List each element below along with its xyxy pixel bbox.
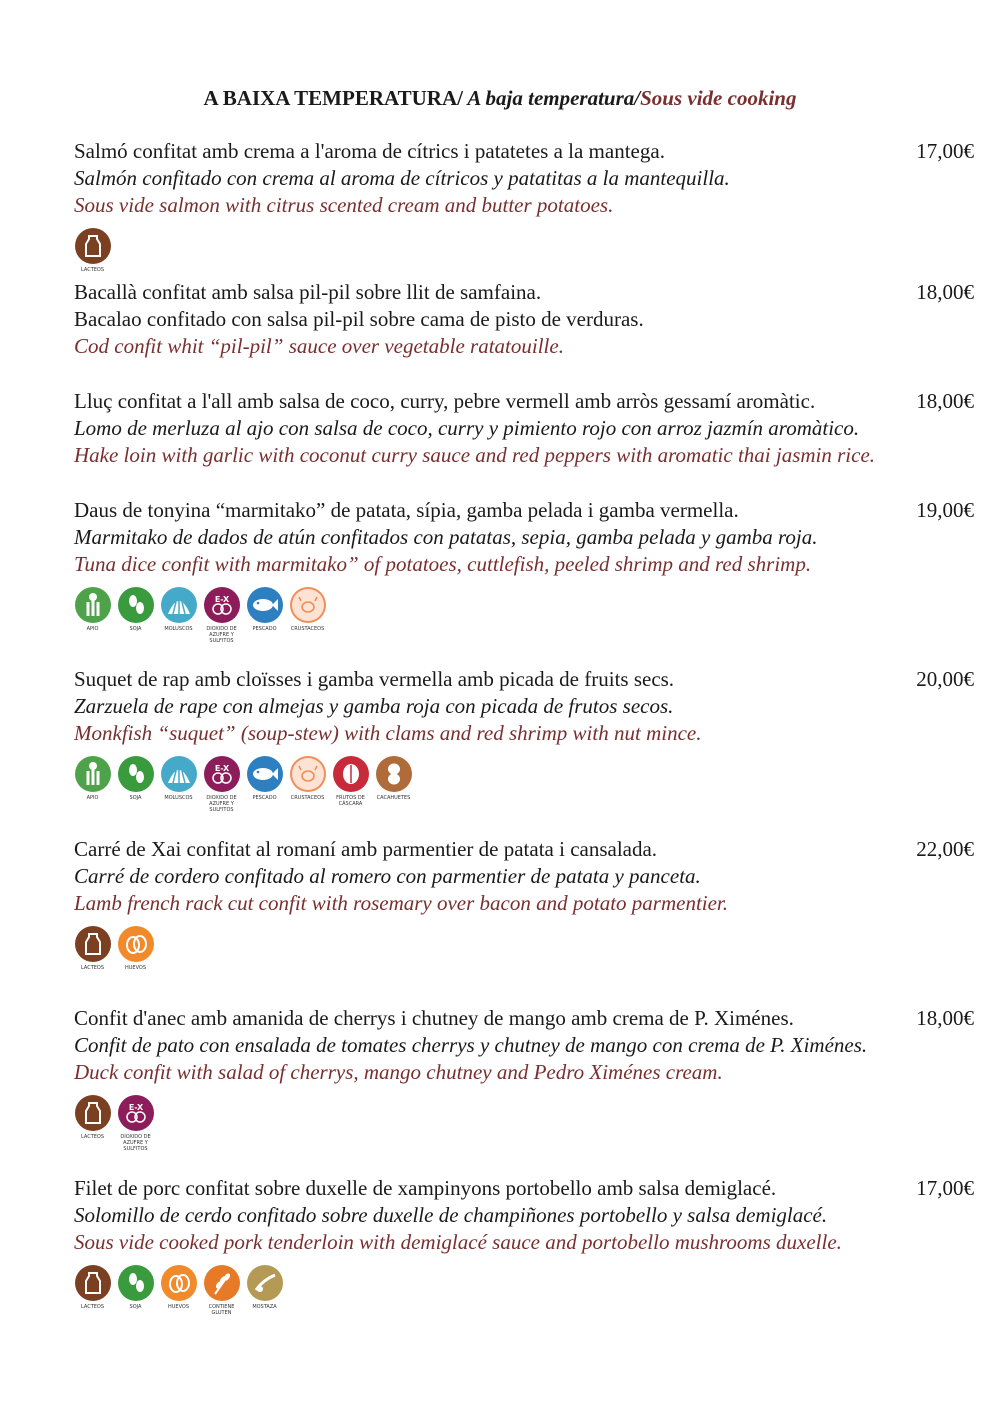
dish-price: 20,00€ xyxy=(916,667,974,691)
dish-name-catalan-text: Confit d'anec amb amanida de cherrys i chutney de mango amb crema de P. Ximénes. xyxy=(74,1006,794,1030)
allergen-list xyxy=(74,756,974,813)
allergen-badge xyxy=(203,587,240,644)
allergen-badge xyxy=(74,587,111,644)
allergen-label: CRUSTACEOS xyxy=(290,626,325,632)
dish-name-spanish: Marmitako de dados de atún confitados con patatas, sepia, gamba pelada y gamba roja. xyxy=(74,525,818,549)
dish-name-catalan-text: Salmó confitat amb crema a l'aroma de cítrics i patatetes a la mantega. xyxy=(74,139,665,163)
allergen-label: MOSTAZA xyxy=(252,1304,277,1310)
allergen-badge xyxy=(289,756,326,813)
dish-name-catalan xyxy=(74,1005,974,1032)
sulfitos-icon xyxy=(204,587,240,623)
allergen-label: LACTEOS xyxy=(80,267,105,273)
allergen-label: SOJA xyxy=(129,795,142,801)
dish-price: 18,00€ xyxy=(916,1006,974,1030)
allergen-badge xyxy=(74,1265,111,1316)
dish-name-english: Lamb french rack cut confit with rosemary over bacon and potato parmentier. xyxy=(74,891,729,915)
dish-name-catalan xyxy=(74,666,974,693)
allergen-badge xyxy=(246,1265,283,1316)
apio-icon xyxy=(75,587,111,623)
dish-price: 19,00€ xyxy=(916,498,974,522)
mostaza-icon xyxy=(247,1265,283,1301)
allergen-badge xyxy=(117,1265,154,1316)
dish-name-english: Hake loin with garlic with coconut curry sauce and red peppers with aromatic thai jasmin rice. xyxy=(74,443,876,467)
allergen-label: LACTEOS xyxy=(80,1304,105,1310)
allergen-badge xyxy=(117,926,154,971)
menu-item xyxy=(74,836,974,971)
frutos-icon xyxy=(333,756,369,792)
allergen-badge xyxy=(160,1265,197,1316)
allergen-badge xyxy=(203,1265,240,1316)
title-catalan: A BAIXA TEMPERATURA/ xyxy=(203,86,463,110)
menu-item xyxy=(74,666,974,813)
allergen-list xyxy=(74,228,974,273)
allergen-label: APIO xyxy=(86,626,99,632)
svg-text:E-X: E-X xyxy=(214,595,229,604)
lacteos-icon xyxy=(75,1095,111,1131)
soja-icon xyxy=(118,587,154,623)
allergen-label: CONTIENE GLUTEN xyxy=(208,1304,235,1316)
dish-name-catalan-text: Suquet de rap amb cloïsses i gamba vermella amb picada de fruits secs. xyxy=(74,667,675,691)
sulfitos-icon xyxy=(204,756,240,792)
allergen-list xyxy=(74,1095,974,1152)
gluten-icon xyxy=(204,1265,240,1301)
allergen-badge xyxy=(332,756,369,813)
allergen-label: LACTEOS xyxy=(80,965,105,971)
dish-name-english: Sous vide salmon with citrus scented cream and butter potatoes. xyxy=(74,193,614,217)
dish-name-catalan xyxy=(74,1175,974,1202)
allergen-badge xyxy=(117,1095,154,1152)
allergen-label: APIO xyxy=(86,795,99,801)
page-title xyxy=(0,86,1000,111)
soja-icon xyxy=(118,756,154,792)
dish-name-spanish: Solomillo de cerdo confitado sobre duxelle de champiñones portobello y salsa demiglacé. xyxy=(74,1203,828,1227)
allergen-badge xyxy=(74,228,111,273)
title-english: Sous vide cooking xyxy=(640,86,797,110)
dish-name-spanish: Bacalao confitado con salsa pil-pil sobre cama de pisto de verduras. xyxy=(74,307,644,331)
svg-text:E-X: E-X xyxy=(214,764,229,773)
crustaceos-icon xyxy=(290,587,326,623)
allergen-badge xyxy=(246,756,283,813)
pescado-icon xyxy=(247,756,283,792)
allergen-label: HUEVOS xyxy=(167,1304,190,1310)
dish-name-spanish: Carré de cordero confitado al romero con parmentier de patata y panceta. xyxy=(74,864,701,888)
lacteos-icon xyxy=(75,1265,111,1301)
title-spanish: A baja temperatura/ xyxy=(462,86,641,110)
menu-item xyxy=(74,1175,974,1316)
menu-item xyxy=(74,279,974,360)
dish-name-catalan-text: Carré de Xai confitat al romaní amb parmentier de patata i cansalada. xyxy=(74,837,658,861)
allergen-label: MOLUSCOS xyxy=(164,626,193,632)
allergen-label: CRUSTACEOS xyxy=(290,795,325,801)
allergen-badge xyxy=(289,587,326,644)
menu-item xyxy=(74,388,974,469)
allergen-badge xyxy=(117,587,154,644)
dish-name-catalan-text: Lluç confitat a l'all amb salsa de coco, curry, pebre vermell amb arròs gessamí aromàtic. xyxy=(74,389,816,413)
dish-name-english: Sous vide cooked pork tenderloin with demiglacé sauce and portobello mushrooms duxelle. xyxy=(74,1230,842,1254)
dish-name-catalan-text: Daus de tonyina “marmitako” de patata, sípia, gamba pelada i gamba vermella. xyxy=(74,498,739,522)
dish-name-spanish: Zarzuela de rape con almejas y gamba roja con picada de frutos secos. xyxy=(74,694,674,718)
pescado-icon xyxy=(247,587,283,623)
allergen-badge xyxy=(375,756,412,813)
allergen-label: MOLUSCOS xyxy=(164,795,193,801)
dish-price: 17,00€ xyxy=(916,1176,974,1200)
menu-item xyxy=(74,497,974,644)
moluscos-icon xyxy=(161,756,197,792)
allergen-badge xyxy=(160,587,197,644)
dish-name-catalan-text: Filet de porc confitat sobre duxelle de xampinyons portobello amb salsa demiglacé. xyxy=(74,1176,777,1200)
moluscos-icon xyxy=(161,587,197,623)
dish-name-english: Monkfish “suquet” (soup-stew) with clams and red shrimp with nut mince. xyxy=(74,721,702,745)
allergen-label: DIOXIDO DE AZUFRE Y SULFITOS xyxy=(206,626,237,644)
dish-name-english: Tuna dice confit with marmitako” of potatoes, cuttlefish, peeled shrimp and red shrimp. xyxy=(74,552,812,576)
allergen-label: CACAHUETES xyxy=(376,795,411,801)
allergen-label: PESCADO xyxy=(252,795,277,801)
dish-price: 22,00€ xyxy=(916,837,974,861)
allergen-label: LACTEOS xyxy=(80,1134,105,1140)
dish-name-catalan xyxy=(74,388,974,415)
menu-item xyxy=(74,138,974,273)
huevos-icon xyxy=(161,1265,197,1301)
dish-price: 17,00€ xyxy=(916,139,974,163)
dish-name-spanish: Salmón confitado con crema al aroma de cítricos y patatitas a la mantequilla. xyxy=(74,166,730,190)
allergen-label: DIOXIDO DE AZUFRE Y SULFITOS xyxy=(206,795,237,813)
allergen-badge xyxy=(246,587,283,644)
allergen-label: FRUTOS DE CÁSCARA xyxy=(336,795,365,807)
allergen-badge xyxy=(74,756,111,813)
dish-name-english: Duck confit with salad of cherrys, mango chutney and Pedro Ximénes cream. xyxy=(74,1060,723,1084)
allergen-label: SOJA xyxy=(129,1304,142,1310)
allergen-badge xyxy=(160,756,197,813)
dish-name-catalan xyxy=(74,836,974,863)
apio-icon xyxy=(75,756,111,792)
dish-name-spanish: Confit de pato con ensalada de tomates cherrys y chutney de mango con crema de P. Ximénes. xyxy=(74,1033,868,1057)
dish-name-catalan xyxy=(74,279,974,306)
allergen-badge xyxy=(74,1095,111,1152)
allergen-list xyxy=(74,926,974,971)
menu-item xyxy=(74,1005,974,1152)
crustaceos-icon xyxy=(290,756,326,792)
lacteos-icon xyxy=(75,926,111,962)
dish-name-english: Cod confit whit “pil-pil” sauce over vegetable ratatouille. xyxy=(74,334,564,358)
allergen-label: DIOXIDO DE AZUFRE Y SULFITOS xyxy=(120,1134,151,1152)
allergen-label: PESCADO xyxy=(252,626,277,632)
dish-name-catalan xyxy=(74,497,974,524)
allergen-badge xyxy=(74,926,111,971)
dish-price: 18,00€ xyxy=(916,280,974,304)
dish-name-catalan-text: Bacallà confitat amb salsa pil-pil sobre llit de samfaina. xyxy=(74,280,542,304)
lacteos-icon xyxy=(75,228,111,264)
allergen-label: SOJA xyxy=(129,626,142,632)
cacahuetes-icon xyxy=(376,756,412,792)
dish-name-spanish: Lomo de merluza al ajo con salsa de coco, curry y pimiento rojo con arroz jazmín aromàtico. xyxy=(74,416,860,440)
svg-text:E-X: E-X xyxy=(128,1103,143,1112)
allergen-badge xyxy=(117,756,154,813)
allergen-list xyxy=(74,587,974,644)
sulfitos-icon xyxy=(118,1095,154,1131)
soja-icon xyxy=(118,1265,154,1301)
dish-price: 18,00€ xyxy=(916,389,974,413)
dish-name-catalan xyxy=(74,138,974,165)
huevos-icon xyxy=(118,926,154,962)
allergen-label: HUEVOS xyxy=(124,965,147,971)
allergen-list xyxy=(74,1265,974,1316)
allergen-badge xyxy=(203,756,240,813)
